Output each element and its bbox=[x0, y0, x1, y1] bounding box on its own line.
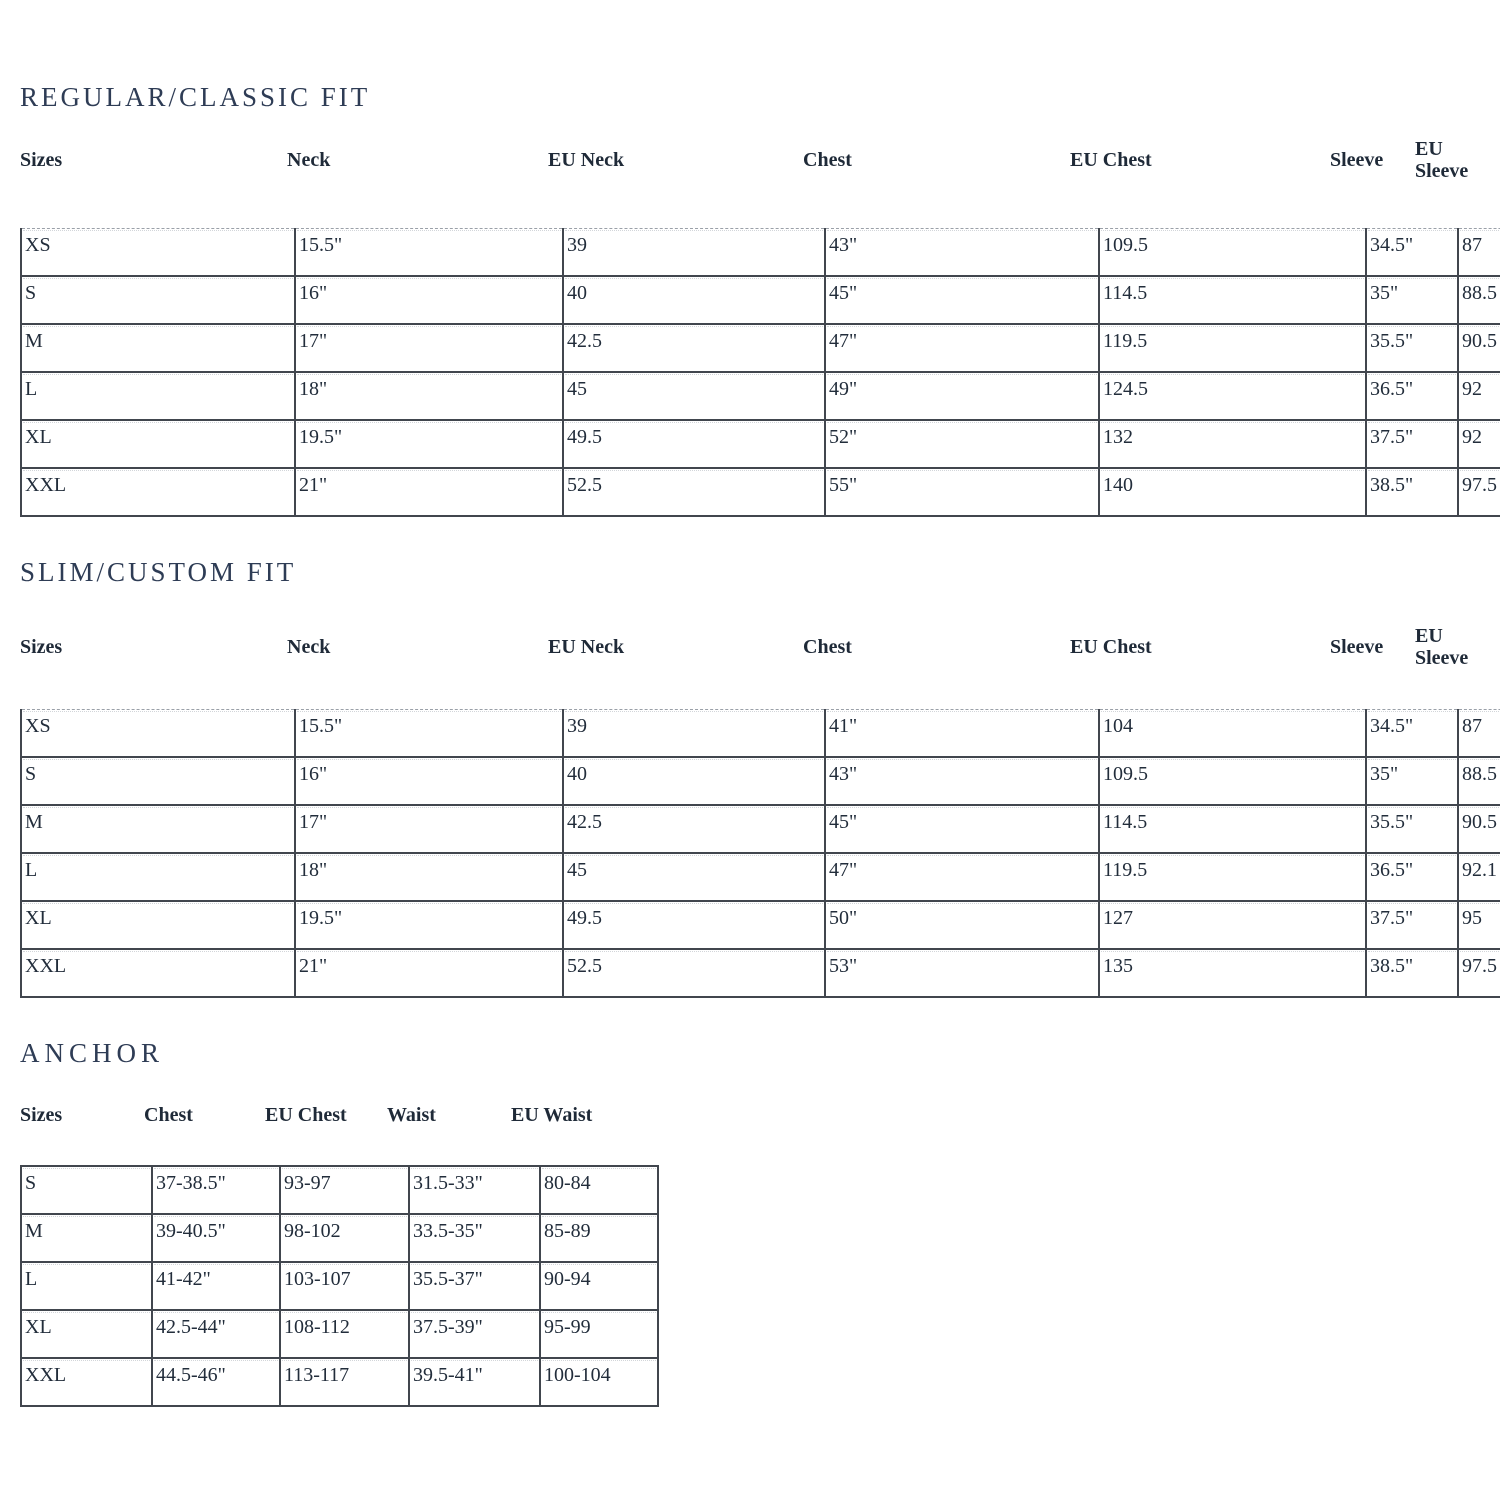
table-cell: 113-117 bbox=[280, 1358, 409, 1406]
table-cell: 92 bbox=[1458, 372, 1500, 420]
table-cell: 49" bbox=[825, 372, 1099, 420]
table-cell: 18" bbox=[295, 372, 563, 420]
table-cell: 43" bbox=[825, 757, 1099, 805]
table-cell: 31.5-33" bbox=[409, 1166, 540, 1214]
table-cell: 34.5" bbox=[1366, 229, 1458, 277]
table-cell: 41" bbox=[825, 710, 1099, 758]
table-row bbox=[21, 949, 1500, 997]
size-table bbox=[20, 709, 1500, 998]
table-cell: 42.5-44" bbox=[152, 1310, 280, 1358]
table-cell: 21" bbox=[295, 468, 563, 516]
table-cell: XL bbox=[21, 1310, 152, 1358]
table-row bbox=[21, 853, 1500, 901]
table-cell: 103-107 bbox=[280, 1262, 409, 1310]
section-regular-classic-fit bbox=[20, 82, 1500, 517]
table-cell: 38.5" bbox=[1366, 949, 1458, 997]
table-cell: 37.5" bbox=[1366, 420, 1458, 468]
table-cell: 53" bbox=[825, 949, 1099, 997]
table-row bbox=[21, 1262, 658, 1310]
table-row bbox=[21, 710, 1500, 758]
table-row bbox=[21, 372, 1500, 420]
table-cell: 37-38.5" bbox=[152, 1166, 280, 1214]
table-cell: 98-102 bbox=[280, 1214, 409, 1262]
column-header: Sleeve bbox=[1330, 149, 1384, 172]
table-cell: L bbox=[21, 853, 295, 901]
column-header: EU Sleeve bbox=[1415, 138, 1469, 183]
table-cell: S bbox=[21, 1166, 152, 1214]
table-cell: XXL bbox=[21, 468, 295, 516]
table-cell: XS bbox=[21, 710, 295, 758]
table-cell: 19.5" bbox=[295, 901, 563, 949]
size-table bbox=[20, 1165, 659, 1407]
table-row bbox=[21, 420, 1500, 468]
column-header: Sizes bbox=[20, 636, 63, 659]
table-cell: 47" bbox=[825, 853, 1099, 901]
column-header: Waist bbox=[387, 1104, 436, 1127]
table-cell: 47" bbox=[825, 324, 1099, 372]
table-cell: 114.5 bbox=[1099, 276, 1366, 324]
table-cell: 108-112 bbox=[280, 1310, 409, 1358]
column-header: EU Neck bbox=[548, 149, 625, 172]
table-cell: 35.5" bbox=[1366, 805, 1458, 853]
table-cell: 88.5 bbox=[1458, 757, 1500, 805]
table-cell: L bbox=[21, 372, 295, 420]
table-cell: 119.5 bbox=[1099, 324, 1366, 372]
table-cell: 16" bbox=[295, 757, 563, 805]
column-header-row bbox=[20, 132, 1500, 188]
table-cell: 92 bbox=[1458, 420, 1500, 468]
table-cell: 97.5 bbox=[1458, 468, 1500, 516]
table-cell: 45" bbox=[825, 276, 1099, 324]
table-cell: 45" bbox=[825, 805, 1099, 853]
table-cell: 16" bbox=[295, 276, 563, 324]
table-cell: 87 bbox=[1458, 229, 1500, 277]
table-cell: 135 bbox=[1099, 949, 1366, 997]
section-title: REGULAR/CLASSIC FIT bbox=[20, 82, 371, 112]
table-cell: S bbox=[21, 757, 295, 805]
table-cell: 39 bbox=[563, 710, 825, 758]
column-header: EU Neck bbox=[548, 636, 625, 659]
table-cell: XXL bbox=[21, 949, 295, 997]
table-cell: 93-97 bbox=[280, 1166, 409, 1214]
table-cell: 39.5-41" bbox=[409, 1358, 540, 1406]
column-header: Chest bbox=[144, 1104, 193, 1127]
table-cell: 37.5" bbox=[1366, 901, 1458, 949]
table-cell: 95 bbox=[1458, 901, 1500, 949]
table-cell: 140 bbox=[1099, 468, 1366, 516]
table-cell: 49.5 bbox=[563, 901, 825, 949]
table-cell: 36.5" bbox=[1366, 853, 1458, 901]
table-cell: 40 bbox=[563, 757, 825, 805]
table-cell: XL bbox=[21, 901, 295, 949]
column-header-row bbox=[20, 619, 1500, 675]
table-cell: 35" bbox=[1366, 276, 1458, 324]
column-header: Chest bbox=[803, 636, 852, 659]
column-header-row bbox=[20, 1103, 1500, 1127]
column-header: Chest bbox=[803, 149, 852, 172]
table-cell: 114.5 bbox=[1099, 805, 1366, 853]
table-cell: 119.5 bbox=[1099, 853, 1366, 901]
table-cell: 39-40.5" bbox=[152, 1214, 280, 1262]
table-cell: L bbox=[21, 1262, 152, 1310]
table-row bbox=[21, 805, 1500, 853]
column-header: Sizes bbox=[20, 149, 63, 172]
table-row bbox=[21, 757, 1500, 805]
table-cell: 36.5" bbox=[1366, 372, 1458, 420]
table-cell: 50" bbox=[825, 901, 1099, 949]
column-header: Sizes bbox=[20, 1104, 63, 1127]
table-cell: 40 bbox=[563, 276, 825, 324]
table-cell: 90-94 bbox=[540, 1262, 658, 1310]
section-anchor bbox=[20, 1038, 1500, 1407]
table-row bbox=[21, 1214, 658, 1262]
table-cell: 90.5 bbox=[1458, 805, 1500, 853]
table-row bbox=[21, 229, 1500, 277]
table-cell: 100-104 bbox=[540, 1358, 658, 1406]
table-cell: 90.5 bbox=[1458, 324, 1500, 372]
table-cell: 87 bbox=[1458, 710, 1500, 758]
table-cell: 35.5" bbox=[1366, 324, 1458, 372]
table-cell: 42.5 bbox=[563, 324, 825, 372]
table-cell: M bbox=[21, 805, 295, 853]
table-cell: 15.5" bbox=[295, 710, 563, 758]
table-cell: 127 bbox=[1099, 901, 1366, 949]
table-cell: 17" bbox=[295, 324, 563, 372]
table-cell: 15.5" bbox=[295, 229, 563, 277]
table-cell: 42.5 bbox=[563, 805, 825, 853]
table-cell: XS bbox=[21, 229, 295, 277]
table-cell: 104 bbox=[1099, 710, 1366, 758]
table-cell: 55" bbox=[825, 468, 1099, 516]
table-cell: 41-42" bbox=[152, 1262, 280, 1310]
table-cell: 109.5 bbox=[1099, 229, 1366, 277]
table-cell: 19.5" bbox=[295, 420, 563, 468]
table-cell: 52.5 bbox=[563, 949, 825, 997]
table-cell: 132 bbox=[1099, 420, 1366, 468]
section-slim-custom-fit bbox=[20, 557, 1500, 998]
table-cell: 35.5-37" bbox=[409, 1262, 540, 1310]
table-cell: XL bbox=[21, 420, 295, 468]
table-cell: 49.5 bbox=[563, 420, 825, 468]
table-cell: 18" bbox=[295, 853, 563, 901]
table-cell: 109.5 bbox=[1099, 757, 1366, 805]
table-cell: 80-84 bbox=[540, 1166, 658, 1214]
table-cell: 35" bbox=[1366, 757, 1458, 805]
table-row bbox=[21, 324, 1500, 372]
table-cell: 124.5 bbox=[1099, 372, 1366, 420]
column-header: Neck bbox=[287, 149, 331, 172]
table-cell: 92.1 bbox=[1458, 853, 1500, 901]
table-cell: 45 bbox=[563, 853, 825, 901]
column-header: EU Waist bbox=[511, 1104, 593, 1127]
table-cell: 37.5-39" bbox=[409, 1310, 540, 1358]
table-cell: 43" bbox=[825, 229, 1099, 277]
table-cell: S bbox=[21, 276, 295, 324]
table-cell: 44.5-46" bbox=[152, 1358, 280, 1406]
table-cell: 95-99 bbox=[540, 1310, 658, 1358]
table-cell: M bbox=[21, 1214, 152, 1262]
section-title: ANCHOR bbox=[20, 1038, 165, 1069]
column-header: Sleeve bbox=[1330, 636, 1384, 659]
table-row bbox=[21, 1310, 658, 1358]
table-cell: 45 bbox=[563, 372, 825, 420]
table-cell: 85-89 bbox=[540, 1214, 658, 1262]
table-cell: 38.5" bbox=[1366, 468, 1458, 516]
column-header: EU Chest bbox=[1070, 636, 1152, 659]
table-cell: XXL bbox=[21, 1358, 152, 1406]
table-cell: 21" bbox=[295, 949, 563, 997]
table-cell: 52.5 bbox=[563, 468, 825, 516]
table-cell: 33.5-35" bbox=[409, 1214, 540, 1262]
size-table bbox=[20, 228, 1500, 517]
column-header: EU Chest bbox=[265, 1104, 347, 1127]
table-cell: 88.5 bbox=[1458, 276, 1500, 324]
table-cell: 97.5 bbox=[1458, 949, 1500, 997]
table-cell: 17" bbox=[295, 805, 563, 853]
column-header: EU Chest bbox=[1070, 149, 1152, 172]
table-cell: 52" bbox=[825, 420, 1099, 468]
table-cell: 39 bbox=[563, 229, 825, 277]
table-row bbox=[21, 468, 1500, 516]
table-row bbox=[21, 1358, 658, 1406]
table-cell: M bbox=[21, 324, 295, 372]
table-cell: 34.5" bbox=[1366, 710, 1458, 758]
column-header: Neck bbox=[287, 636, 331, 659]
table-row bbox=[21, 276, 1500, 324]
table-row bbox=[21, 901, 1500, 949]
section-title: SLIM/CUSTOM FIT bbox=[20, 557, 297, 588]
column-header: EU Sleeve bbox=[1415, 625, 1469, 670]
table-row bbox=[21, 1166, 658, 1214]
